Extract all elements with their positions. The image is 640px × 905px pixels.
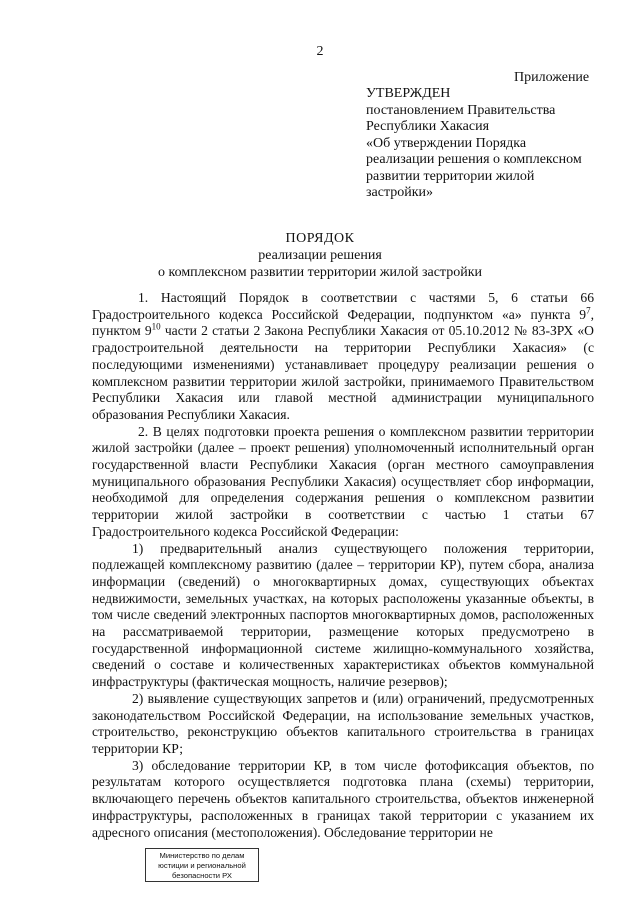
superscript: 10 xyxy=(151,321,161,332)
superscript: 7 xyxy=(586,305,591,316)
approved-heading: УТВЕРЖДЕН xyxy=(366,86,451,101)
subparagraph-3: 3) обследование территории КР, в том числе фотофиксация объектов, по результатам которого осуществляется подготовка плана (схемы) территории, включающего перечень объектов капитального строительства, объектов инженерной инфраструктуры, расположенных в границах такой территории с указанием их адресного описания (местоположения). Обследование территории не xyxy=(92,757,594,840)
stamp-line: безопасности РХ xyxy=(172,871,232,880)
title-line: реализации решения xyxy=(258,248,382,263)
paragraph-1-text: , пунктом 9 xyxy=(92,306,594,339)
subparagraph-1: 1) предварительный анализ существующего положения территории, подлежащей комплексному развитию (далее – территории КР), путем сбора, анализа информации (сведений) о многоквартирных домах, существующих объектах недвижимости, земельных участках, на которых расположены указанные объекты, в том числе сведений электронных паспортов многоквартирных домов, расположенных на рассматриваемой территории, размещение которых предусмотрено в государственной информационной системе жилищно-коммунального хозяйства, сведений о составе и количественных характеристиках объектов коммунальной инфраструктуры (фактическая мощность, наличие резервов); xyxy=(92,540,594,690)
paragraph-1-text: части 2 статьи 2 Закона Республики Хакасия от 05.10.2012 № 83-ЗРХ «О градостроительной деятельности на территории Республики Хакасия» (с последующими изменениями) устанавливает процедуру реализации решения о комплексном развитии территории жилой застройки, принимаемого Правительством Республики Хакасия или главой местной администрации муниципального образования Республики Хакасия. xyxy=(92,323,595,422)
approved-line: реализации решения о комплексном xyxy=(366,152,582,167)
approved-line: Республики Хакасия xyxy=(366,119,490,134)
approved-line: «Об утверждении Порядка xyxy=(366,135,527,151)
approved-line: развитии территории жилой xyxy=(366,168,535,184)
document-title xyxy=(0,230,640,281)
approved-line: застройки» xyxy=(366,185,434,200)
paragraph-1 xyxy=(92,290,594,424)
subparagraph-2: 2) выявление существующих запретов и (или) ограничений, предусмотренных законодательством Российской Федерации, на использование земельных участков, строительство, реконструкцию объектов капитального строительства в границах территории КР; xyxy=(92,690,594,756)
document-body xyxy=(92,290,594,841)
registration-stamp xyxy=(145,848,259,882)
page-number: 2 xyxy=(316,44,324,59)
title-line: ПОРЯДОК xyxy=(285,231,355,246)
paragraph-2: 2. В целях подготовки проекта решения о комплексном развитии территории жилой застройки (далее – проект решения) уполномоченный исполнительный орган государственной власти Республики Хакасия (орган местного самоуправления муниципального образования Республики Хакасия) осуществляет сбор информации, необходимой для определения содержания решения о комплексном развитии территории жилой застройки в соответствии с частью 1 статьи 67 Градостроительного кодекса Российской Федерации: xyxy=(92,423,594,539)
approval-block xyxy=(366,86,606,202)
paragraph-1-text: 1. Настоящий Порядок в соответствии с частями 5, 6 статьи 66 Градостроительного кодекса Российской Федерации, подпунктом «а» пункта 9 xyxy=(92,290,594,322)
title-line: о комплексном развитии территории жилой застройки xyxy=(158,265,482,280)
stamp-line: юстиции и региональной xyxy=(158,861,246,870)
appendix-label: Приложение xyxy=(514,70,590,85)
stamp-line: Министерство по делам xyxy=(159,851,245,860)
approved-line: постановлением Правительства xyxy=(366,102,556,118)
